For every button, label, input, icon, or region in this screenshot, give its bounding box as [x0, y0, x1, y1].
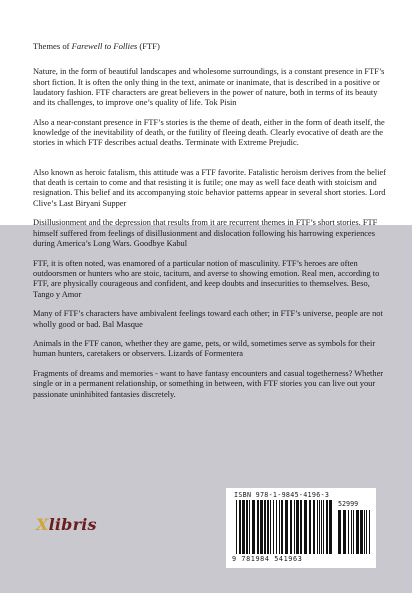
xlibris-logo — [36, 515, 97, 534]
barcode-bar — [294, 500, 295, 554]
paragraph-heroic-fatalism: Also known as heroic fatalism, this attitude was a FTF favorite. Fatalistic heroism derives from the belief that death is certain to come and that resisting it is futile; one may as well face death with stoicism and resignation. This belief and its accompanying stoic behavior patterns appear in several short stories. Lord Clive’s Last Biryani Supper — [33, 167, 387, 208]
barcode-bar — [364, 510, 365, 554]
barcode-bar — [300, 500, 302, 554]
barcode-bar — [321, 500, 322, 554]
paragraph-masculinity: FTF, it is often noted, was enamored of a particular notion of masculinity. FTF’s heroes are often outdoorsmen or hunters who are stoic, taciturn, and averse to showing emotion. Real men, according to FTF, are physically courageous and confident, and keep doubts and insecurities to themselves. Beso, Tango y Amor — [33, 258, 380, 299]
heading-suffix: (FTF) — [137, 41, 160, 51]
barcode-bar — [290, 500, 292, 554]
barcode-bar — [281, 500, 283, 554]
barcode-bar — [360, 510, 363, 554]
isbn-barcode-block — [226, 488, 376, 568]
barcode-bar — [276, 500, 277, 554]
barcode-bar — [313, 500, 315, 554]
barcode-bar — [249, 500, 250, 554]
barcode-bar — [317, 500, 318, 554]
barcode-bar — [369, 510, 370, 554]
barcode-bar — [279, 500, 280, 554]
barcode-bar — [296, 500, 299, 554]
barcode-bar — [260, 500, 263, 554]
paragraph-disillusionment: Disillusionment and the depression that results from it are recurrent themes in FTF’s short stories. FTF himself suffered from feelings of disillusionment and dislocation following his harrowing experiences during America’s Long Wars. Goodbye Kabul — [33, 218, 378, 248]
barcode-bar — [338, 510, 341, 554]
paragraph-animals: Animals in the FTF canon, whether they are game, pets, or wild, sometimes serve as symbols for their human hunters, caretakers or observers. Lizards of Formentera — [33, 339, 376, 359]
barcode-bar — [257, 500, 259, 554]
barcode-bar — [356, 510, 359, 554]
barcode-bar — [351, 510, 352, 554]
cover-text — [33, 41, 387, 409]
barcode-bar — [326, 500, 328, 554]
barcode-bar — [366, 510, 367, 554]
addon-barcode-bars — [338, 510, 372, 554]
barcode-bar — [264, 500, 266, 554]
paragraph-ambivalence: Many of FTF’s characters have ambivalent feelings toward each other; in FTF’s universe, people are not wholly good or bad. Bal Masque — [33, 309, 383, 329]
barcode-bar — [270, 500, 271, 554]
barcode-bar — [267, 500, 269, 554]
barcode-bar — [343, 510, 346, 554]
ean-digits: 9 781984 541963 — [232, 555, 303, 563]
barcode-bar — [323, 500, 324, 554]
barcode-bar — [285, 500, 288, 554]
barcode-bar — [242, 500, 245, 554]
heading-prefix: Themes of — [33, 41, 72, 51]
barcode-bar — [353, 510, 354, 554]
barcode-bar — [309, 500, 311, 554]
paragraph-death: Also a near-constant presence in FTF’s stories is the theme of death, either in the form of death itself, the knowledge of the inevitability of death, or the futility of fleeing death. Clearly evocative of death are the stories in which FTF describes actual deaths. Terminate with Extreme Prejudic. — [33, 117, 385, 148]
barcode-bar — [319, 500, 320, 554]
barcode-bar — [304, 500, 307, 554]
logo-wordmark: libris — [48, 515, 97, 534]
barcode-bar — [329, 500, 332, 554]
addon-code: 52999 — [338, 500, 359, 508]
barcode-bar — [239, 500, 241, 554]
barcode-bar — [252, 500, 255, 554]
barcode-bar — [348, 510, 349, 554]
isbn-label: ISBN 978-1-9845-4196-3 — [234, 491, 330, 499]
themes-heading — [33, 41, 387, 51]
book-title: Farewell to Follies — [71, 41, 138, 51]
barcode-bar — [236, 500, 237, 554]
barcode-bar — [273, 500, 274, 554]
barcode-bar — [246, 500, 248, 554]
logo-initial: X — [36, 515, 49, 534]
paragraph-dreams: Fragments of dreams and memories - want to have fantasy encounters and casual togetherness? Whether single or in a permanent relationship, or something in between, with FTF stories you can live out your passionate uninhibited fantasies discretely. — [33, 369, 384, 399]
ean-barcode-bars — [236, 500, 334, 554]
paragraph-nature: Nature, in the form of beautiful landscapes and wholesome surroundings, is a constant presence in FTF’s short fiction. It is often the only thing in the text, animate or inanimate, that is described in a positive or laudatory fashion. FTF characters are great believers in the power of nature, both in terms of its beauty and its challenges, to improve one’s quality of life. Tok Pisin — [33, 67, 385, 108]
